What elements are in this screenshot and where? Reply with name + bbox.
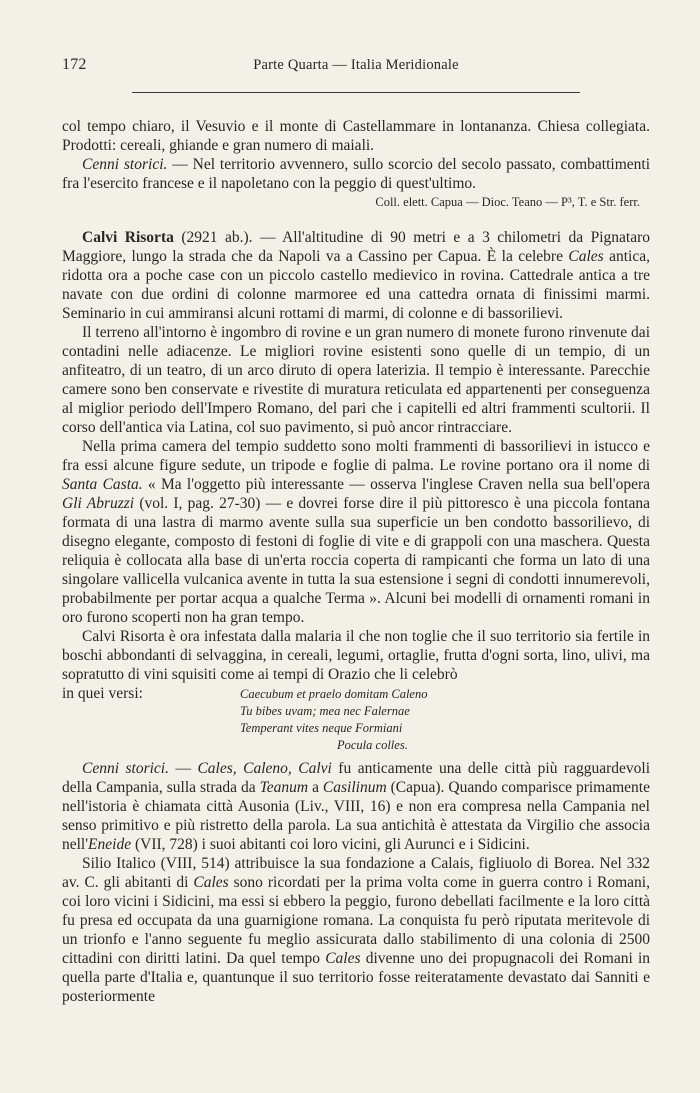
collegio-note: Coll. elett. Capua — Dioc. Teano — P³, T. e Str. ferr. <box>375 195 640 209</box>
verse-line: Caecubum et praelo domitam Caleno <box>240 687 428 701</box>
calvi-paragraph-1 <box>62 228 650 323</box>
calvi-heading: Calvi Risorta <box>82 229 174 246</box>
horace-verse <box>240 684 650 754</box>
verse-line: Pocula colles. <box>337 738 408 752</box>
verse-line: Temperant vites neque Formiani <box>240 721 403 735</box>
storici-paragraph-1 <box>62 759 650 854</box>
storici-p2-b: sono ricordati per la prima volta come in guerra contro i Romani, coi loro vicini i Sidicini, ma essi si ebbero la peggio, furono debellati facilmente e la loro città fu presa ed occupata da una guarnigione romana. La conquista fu però riputata meritevole di un trionfo e l'anno seguente fu meglio assicurata dallo stabilimento di una colonia di 2500 cittadini con diritti latini. Da quel tempo <box>62 874 650 967</box>
storici-names: Cales, Caleno, Calvi <box>197 760 332 777</box>
storici-label: Cenni storici. <box>82 760 169 777</box>
running-title: Parte Quarta — Italia Meridionale <box>253 57 459 73</box>
calvi-p1-a: (2921 ab.). — All'altitudine di 90 metri e a 3 chilometri da Pignataro Maggiore, lungo la strada che da Napoli va a Cassino per Capua. È la celebre <box>62 229 650 265</box>
page-number: 172 <box>62 56 87 73</box>
storici-p2-a: Silio Italico (VIII, 514) attribuisce la sua fondazione a Calais, figliuolo di Borea. Nel 332 av. C. gli abitanti di <box>62 855 650 891</box>
calvi-p3-abruzzi: Gli Abruzzi <box>62 495 135 512</box>
storici-casilinum: Casilinum <box>322 779 387 796</box>
page-header <box>62 56 650 84</box>
paragraph-top-2-text: — Nel territorio avvennero, sullo scorcio del secolo passato, combattimenti fra l'esercito francese e il napoletano con la peggio di quest'ultimo. <box>62 156 650 192</box>
calvi-paragraph-2: Il terreno all'intorno è ingombro di rovine e un gran numero di monete furono rinvenute dai contadini nelle adiacenze. Le migliori rovine esistenti sono quelle di un tempio, di un anfiteatro, di un teatro, di un arco diruto di opera laterizia. Il tempio è interessante. Parecchie camere sono ben conservate e rivestite di muratura reticulata ed appartenenti per conseguenza al miglior periodo dell'Impero Romano, del pari che i capitelli ed altri frammenti scultorii. Il corso dell'antica via Latina, col suo pavimento, si può ancor rintracciare. <box>62 324 650 436</box>
storici-p2-c: divenne uno dei propugnacoli dei Romani in quella parte d'Italia e, quantunque il suo territorio fosse reiteratamente devastato dai Sanniti e posteriormente <box>62 950 650 1005</box>
storici-p2-cales: Cales <box>193 874 229 891</box>
verse-line: Tu bibes uvam; mea nec Falernae <box>240 704 410 718</box>
storici-p2-cales2: Cales <box>325 950 361 967</box>
section-gap <box>62 211 650 228</box>
calvi-p1-b: antica, ridotta ora a poche case con un piccolo castello medievico in rovina. Cattedrale antica a tre navate con due ordini di colonne marmoree ed una cattedra ornata di finissimi marmi. Seminario in cui ammiransi alcuni rottami di marmi, di colonne e di bassorilievi. <box>62 248 650 322</box>
header-rule <box>132 92 580 93</box>
calvi-paragraph-4: Calvi Risorta è ora infestata dalla malaria il che non toglie che il suo territorio sia fertile in boschi abbondanti di selvaggina, in cereali, legumi, ortaglie, frutta d'ogni sorta, lino, ulivi, ma sopratutto di vini squisiti come ai tempi di Orazio che li celebrò <box>62 628 650 683</box>
calvi-p1-cales: Cales <box>568 248 604 265</box>
storici-e: (VII, 728) i suoi abitanti coi loro vicini, gli Aurunci e i Sidicini. <box>131 836 530 853</box>
paragraph-top-1: col tempo chiaro, il Vesuvio e il monte di Castellammare in lontananza. Chiesa collegiata. Prodotti: cereali, ghiande e gran numero di maiali. <box>62 118 650 154</box>
storici-d: (Capua). Quando comparisce primamente nell'istoria è chiamata città Ausonia (Liv., VIII, 16) e non era compresa nella Campania nel senso primitivo e più ristretto della parola. La sua antichità è attestata da Virgilio che associa nell' <box>62 779 650 853</box>
storici-eneide: Eneide <box>88 836 132 853</box>
verse-block <box>62 684 650 754</box>
storici-teanum: Teanum <box>259 779 309 796</box>
calvi-p3-b: « Ma l'oggetto più interessante — osserva l'inglese Craven nella sua bell'opera <box>142 476 650 493</box>
calvi-p3-a: Nella prima camera del tempio suddetto sono molti frammenti di bassorilievi in istucco e fra essi alcune figure sedute, un tripode e foglie di palma. Le rovine portano ora il nome di <box>62 438 650 474</box>
storici-b: fu anticamente una delle città più ragguardevoli della Campania, sulla strada da <box>62 760 651 796</box>
storici-a: — <box>169 760 198 777</box>
paragraph-top-2 <box>62 155 650 193</box>
cenni-storici-label: Cenni storici. <box>82 156 168 173</box>
verse-lead: in quei versi: <box>62 685 143 702</box>
calvi-paragraph-3 <box>62 437 650 627</box>
storici-c: a <box>308 779 323 796</box>
calvi-p3-santa: Santa Casta. <box>62 476 143 493</box>
document-page <box>62 56 650 1006</box>
calvi-p3-c: (vol. I, pag. 27-30) — e dovrei forse dire il più pittoresco è una piccola fontana formata di una lastra di marmo avente sulla sua superficie un ben condotto bassorilievo, di disegno elegante, composto di festoni di foglie di vite e di grappoli con una maschera. Questa reliquia è collocata alla base di un'erta roccia coperta di rampicanti che forma un lato di una singolare vallicella vulcanica avente in tutta la sua estensione i segni di condotti innumerevoli, probabilmente per portar acqua a qualche Terma ». Alcuni bei modelli di ornamenti romani in oro furono scoperti non ha gran tempo. <box>62 495 650 626</box>
storici-paragraph-2 <box>62 854 650 1006</box>
